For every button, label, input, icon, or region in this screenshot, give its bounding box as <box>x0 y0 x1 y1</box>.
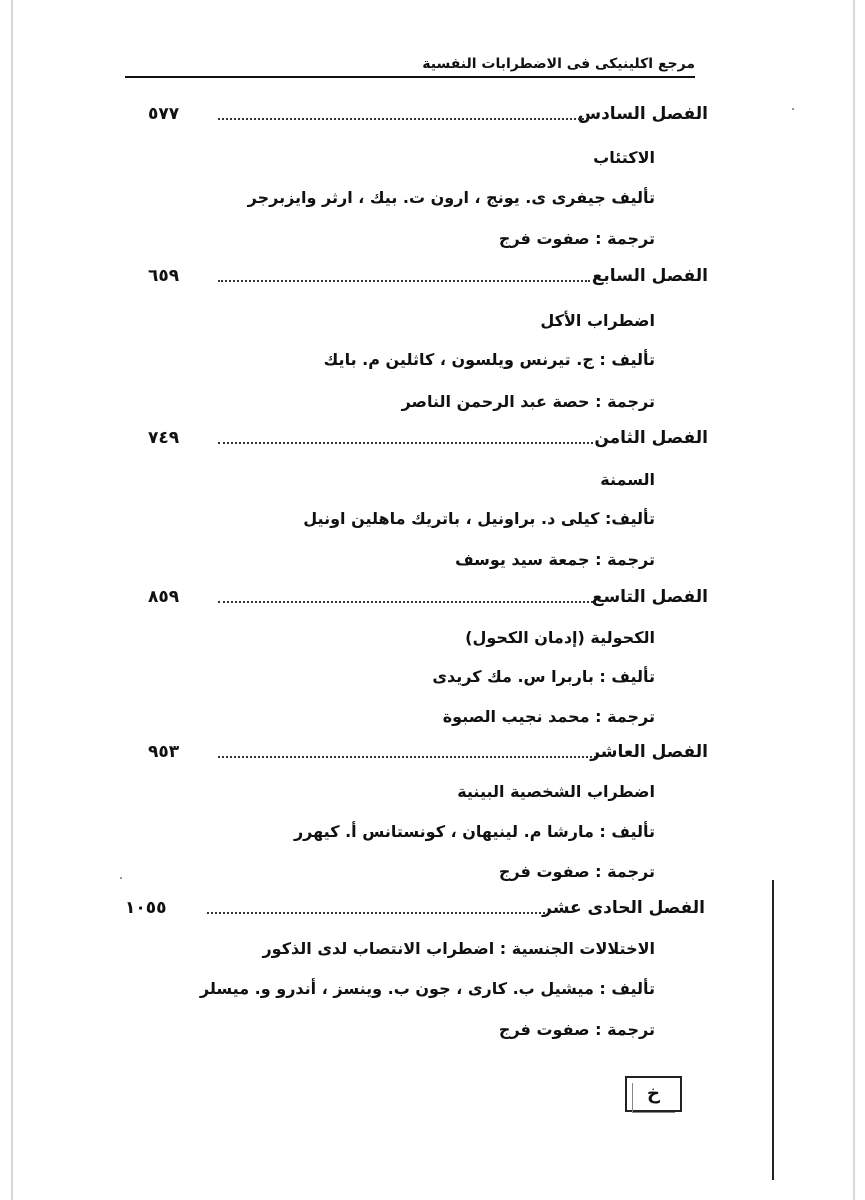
chapter-topic: الكحولية (إدمان الكحول) <box>465 628 655 647</box>
chapter-title: الفصل الحادى عشر <box>542 898 705 918</box>
page-marker-box <box>625 1076 682 1112</box>
chapter-title: الفصل الثامن <box>594 428 708 448</box>
chapter-title: الفصل التاسع <box>591 587 708 607</box>
chapter-topic: السمنة <box>600 470 655 489</box>
dot-leader <box>218 280 590 282</box>
chapter-page-number: ٨٥٩ <box>148 587 180 607</box>
chapter-topic: الاكتئاب <box>593 148 655 167</box>
chapter-title: الفصل العاشر <box>590 742 708 762</box>
header-rule <box>125 76 695 78</box>
chapter-heading-11 <box>125 898 705 926</box>
chapter-topic: الاختلالات الجنسية : اضطراب الانتصاب لدى الذكور <box>262 939 655 958</box>
page-edge-right <box>853 0 855 1200</box>
chapter-heading-6 <box>148 104 708 132</box>
chapter-translator: ترجمة : جمعة سيد يوسف <box>455 550 655 569</box>
chapter-translator: ترجمة : صفوت فرج <box>498 229 655 248</box>
chapter-page-number: ٩٥٣ <box>148 742 180 762</box>
chapter-heading-9 <box>148 587 708 615</box>
chapter-authors: تأليف: كيلى د. براونيل ، باتريك ماهلين اونيل <box>303 509 655 528</box>
chapter-translator: ترجمة : صفوت فرج <box>498 862 655 881</box>
running-header <box>125 56 695 80</box>
chapter-page-number: ٦٥٩ <box>148 266 180 286</box>
chapter-page-number: ٥٧٧ <box>148 104 180 124</box>
page-marker: خ <box>647 1083 660 1104</box>
chapter-title: الفصل السابع <box>591 266 708 286</box>
chapter-authors: تأليف : باربرا س. مك كريدى <box>432 667 655 686</box>
chapter-topic: اضطراب الشخصية البينية <box>457 782 655 801</box>
chapter-heading-8 <box>148 428 708 456</box>
scan-speck <box>792 108 794 110</box>
chapter-title: الفصل السادس <box>577 104 708 124</box>
chapter-topic: اضطراب الأكل <box>540 311 655 330</box>
chapter-page-number: ٧٤٩ <box>148 428 180 448</box>
margin-rule <box>772 880 774 1180</box>
dot-leader <box>218 601 593 603</box>
page-edge-left <box>11 0 13 1200</box>
header-title: مرجع اكلينيكى فى الاضطرابات النفسية <box>422 56 695 72</box>
chapter-heading-7 <box>148 266 708 294</box>
chapter-authors: تأليف جيفرى ى. يونج ، ارون ت. بيك ، ارثر وايزبرجر <box>247 188 655 207</box>
chapter-translator: ترجمة : صفوت فرج <box>498 1020 655 1039</box>
chapter-heading-10 <box>148 742 708 770</box>
page-marker-shadow <box>632 1083 675 1113</box>
chapter-translator: ترجمة : حصة عبد الرحمن الناصر <box>401 392 655 411</box>
chapter-authors: تأليف : ج. تيرنس ويلسون ، كاثلين م. بايك <box>323 350 655 369</box>
chapter-authors: تأليف : مارشا م. لينيهان ، كونستانس أ. كيهرر <box>293 822 655 841</box>
dot-leader <box>218 118 588 120</box>
dot-leader <box>218 442 593 444</box>
dot-leader <box>207 912 545 914</box>
scan-speck <box>120 877 122 879</box>
chapter-page-number: ١٠٥٥ <box>125 898 167 918</box>
dot-leader <box>218 756 596 758</box>
chapter-authors: تأليف : ميشيل ب. كارى ، جون ب. وينسز ، أندرو و. ميسلر <box>199 979 655 998</box>
chapter-translator: ترجمة : محمد نجيب الصبوة <box>442 707 655 726</box>
